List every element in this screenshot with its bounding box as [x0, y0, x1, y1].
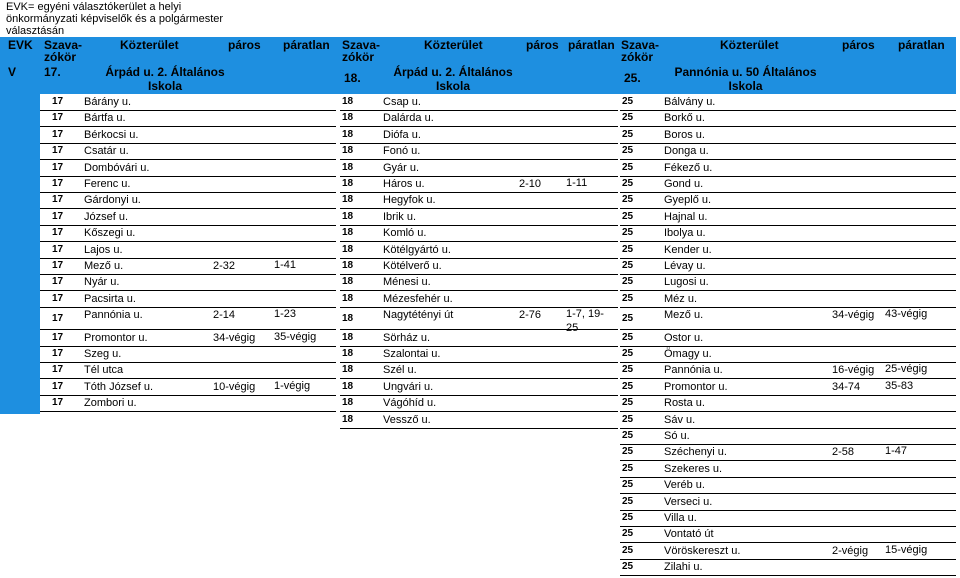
- header-paratlan-3: páratlan: [898, 38, 945, 52]
- col2-szavazokor: 18: [342, 348, 354, 359]
- header-evk: EVK: [8, 38, 33, 52]
- col3-street: Fékező u.: [664, 162, 713, 174]
- col1-street: Nyár u.: [84, 276, 120, 288]
- col2-row-line: [340, 241, 618, 242]
- col2-street: Nagytétényi út: [383, 309, 454, 321]
- col2-paros: 2-10: [519, 178, 542, 190]
- col2-street: Kötélverő u.: [383, 260, 442, 272]
- col3-street: Promontor u.: [664, 381, 728, 393]
- col2-row-line: [340, 274, 618, 275]
- col2-street: Vessző u.: [383, 414, 431, 426]
- col3-paratlan: 15-végig: [885, 544, 928, 556]
- col3-street: Mező u.: [664, 309, 704, 321]
- col2-szavazokor: 18: [342, 260, 354, 271]
- col3-szavazokor: 25: [622, 381, 634, 392]
- first-row-c1-name: Árpád u. 2. Általános Iskola: [105, 65, 225, 93]
- col3-street: Vontató út: [664, 528, 714, 540]
- header-paros-1: páros: [228, 38, 261, 52]
- col1-paratlan: 1-41: [274, 259, 297, 271]
- col1-paros: 34-végig: [213, 332, 256, 344]
- col3-szavazokor: 25: [622, 162, 634, 173]
- col2-szavazokor: 18: [342, 397, 354, 408]
- col1-szavazokor: 17: [52, 178, 64, 189]
- col3-paros: 16-végig: [832, 364, 875, 376]
- first-row-c2-name: Árpád u. 2. Általános Iskola: [393, 65, 513, 93]
- col2-row-line: [340, 428, 618, 429]
- col1-paros: 2-32: [213, 260, 236, 272]
- col1-paratlan: 1-végig: [274, 380, 311, 392]
- col3-street: Verseci u.: [664, 496, 713, 508]
- col3-szavazokor: 25: [622, 463, 634, 474]
- col1-street: Ferenc u.: [84, 178, 131, 190]
- col3-szavazokor: 25: [622, 332, 634, 343]
- col3-paratlan: 1-47: [885, 445, 908, 457]
- col1-szavazokor: 17: [52, 381, 64, 392]
- col2-szavazokor: 18: [342, 112, 354, 123]
- col1-street: Bárány u.: [84, 96, 132, 108]
- col1-szavazokor: 17: [52, 276, 64, 287]
- col2-row-line: [340, 395, 618, 396]
- legend-note: EVK= egyéni választókerület a helyi önkormányzati képviselők és a polgármester választásán: [6, 1, 224, 37]
- col1-street: Lajos u.: [84, 244, 123, 256]
- col3-szavazokor: 25: [622, 545, 634, 556]
- col3-street: Kender u.: [664, 244, 712, 256]
- header-kozterulet-2: Közterület: [424, 38, 483, 52]
- col2-street: Háros u.: [383, 178, 425, 190]
- col3-szavazokor: 25: [622, 178, 634, 189]
- col1-szavazokor: 17: [52, 129, 64, 140]
- header-kozterulet-3: Közterület: [720, 38, 779, 52]
- col2-street: Ménesi u.: [383, 276, 431, 288]
- col1-street: Mező u.: [84, 260, 124, 272]
- col3-street: Vöröskereszt u.: [664, 545, 741, 557]
- col1-street: Bártfa u.: [84, 112, 126, 124]
- header-szavazokor-2: Szava- zókör: [342, 38, 381, 64]
- col3-szavazokor: 25: [622, 397, 634, 408]
- evk-column-band: [0, 94, 40, 414]
- col2-street: Szalontai u.: [383, 348, 441, 360]
- col3-szavazokor: 25: [622, 528, 634, 539]
- col3-street: Rosta u.: [664, 397, 705, 409]
- col1-szavazokor: 17: [52, 211, 64, 222]
- col3-paratlan: 43-végig: [885, 308, 928, 320]
- col3-szavazokor: 25: [622, 293, 634, 304]
- col3-szavazokor: 25: [622, 227, 634, 238]
- col2-row-line: [340, 208, 618, 209]
- col2-street: Diófa u.: [383, 129, 421, 141]
- col2-row-line: [340, 346, 618, 347]
- col1-street: Dombóvári u.: [84, 162, 150, 174]
- col1-szavazokor: 17: [52, 293, 64, 304]
- col1-street: Gárdonyi u.: [84, 194, 141, 206]
- col3-szavazokor: 25: [622, 364, 634, 375]
- col3-szavazokor: 25: [622, 479, 634, 490]
- col3-paros: 34-végig: [832, 309, 875, 321]
- col2-street: Mézesfehér u.: [383, 293, 453, 305]
- col3-street: Villa u.: [664, 512, 697, 524]
- col3-szavazokor: 25: [622, 414, 634, 425]
- col2-street: Szél u.: [383, 364, 417, 376]
- header-szavazokor-1: Szava- zókör: [44, 38, 83, 64]
- col3-szavazokor: 25: [622, 211, 634, 222]
- col2-szavazokor: 18: [342, 414, 354, 425]
- col2-row-line: [340, 290, 618, 291]
- first-row-c2-num: 18.: [344, 71, 361, 85]
- col3-szavazokor: 25: [622, 348, 634, 359]
- col3-szavazokor: 25: [622, 496, 634, 507]
- col2-szavazokor: 18: [342, 145, 354, 156]
- col3-paros: 2-58: [832, 446, 855, 458]
- col2-row-line: [340, 143, 618, 144]
- col2-row-line: [340, 362, 618, 363]
- col2-row-line: [340, 159, 618, 160]
- first-row-evk: V: [8, 65, 17, 79]
- col2-street: Komló u.: [383, 227, 427, 239]
- col3-street: Ömagy u.: [664, 348, 712, 360]
- col3-street: Gond u.: [664, 178, 704, 190]
- col2-row-line: [340, 411, 618, 412]
- col1-street: József u.: [84, 211, 129, 223]
- col3-street: Só u.: [664, 430, 690, 442]
- col3-street: Hajnal u.: [664, 211, 708, 223]
- col3-paros: 2-végig: [832, 545, 869, 557]
- col1-street: Tóth József u.: [84, 381, 154, 393]
- col2-street: Kötélgyártó u.: [383, 244, 451, 256]
- col1-street: Pacsirta u.: [84, 293, 136, 305]
- col1-szavazokor: 17: [52, 145, 64, 156]
- col2-szavazokor: 18: [342, 364, 354, 375]
- col3-szavazokor: 25: [622, 145, 634, 156]
- col2-szavazokor: 18: [342, 293, 354, 304]
- col3-street: Gyeplő u.: [664, 194, 712, 206]
- col2-street: Dalárda u.: [383, 112, 434, 124]
- first-row-c3-name: Pannónia u. 50 Általános Iskola: [674, 65, 817, 93]
- col3-street: Lévay u.: [664, 260, 706, 272]
- col3-szavazokor: 25: [622, 194, 634, 205]
- col1-street: Kőszegi u.: [84, 227, 136, 239]
- col2-street: Hegyfok u.: [383, 194, 436, 206]
- col3-street: Méz u.: [664, 293, 698, 305]
- col2-row-line: [340, 110, 618, 111]
- col2-row-line: [340, 258, 618, 259]
- col1-szavazokor: 17: [52, 194, 64, 205]
- col3-street: Szekeres u.: [664, 463, 723, 475]
- col3-street: Lugosi u.: [664, 276, 709, 288]
- col3-row-line: [620, 575, 956, 576]
- col3-szavazokor: 25: [622, 260, 634, 271]
- col1-szavazokor: 17: [52, 313, 64, 324]
- first-row-c3-num: 25.: [624, 71, 641, 85]
- col3-szavazokor: 25: [622, 446, 634, 457]
- col1-street: Zombori u.: [84, 397, 137, 409]
- header-szavazokor-3: Szava- zókör: [621, 38, 660, 64]
- col3-szavazokor: 25: [622, 561, 634, 572]
- col3-street: Pannónia u.: [664, 364, 723, 376]
- col1-szavazokor: 17: [52, 348, 64, 359]
- col2-row-line: [340, 126, 618, 127]
- col2-street: Sörház u.: [383, 332, 431, 344]
- col2-street: Gyár u.: [383, 162, 420, 174]
- col2-street: Csap u.: [383, 96, 421, 108]
- col2-szavazokor: 18: [342, 381, 354, 392]
- col1-paratlan: 1-23: [274, 308, 297, 320]
- col3-street: Donga u.: [664, 145, 709, 157]
- col3-szavazokor: 25: [622, 276, 634, 287]
- header-paros-3: páros: [842, 38, 875, 52]
- col1-szavazokor: 17: [52, 397, 64, 408]
- col2-paros: 2-76: [519, 309, 542, 321]
- col3-street: Veréb u.: [664, 479, 705, 491]
- header-kozterulet-1: Közterület: [120, 38, 179, 52]
- col2-szavazokor: 18: [342, 178, 354, 189]
- col2-row-line: [340, 225, 618, 226]
- col3-szavazokor: 25: [622, 112, 634, 123]
- col2-szavazokor: 18: [342, 332, 354, 343]
- col3-street: Széchenyi u.: [664, 446, 727, 458]
- col2-street: Ungvári u.: [383, 381, 434, 393]
- col1-szavazokor: 17: [52, 364, 64, 375]
- col1-szavazokor: 17: [52, 227, 64, 238]
- col1-street: Szeg u.: [84, 348, 122, 360]
- col3-street: Borkő u.: [664, 112, 705, 124]
- table-header: [0, 37, 956, 64]
- col1-street: Promontor u.: [84, 332, 148, 344]
- first-row-c1-num: 17.: [44, 65, 61, 79]
- col2-row-line: [340, 378, 618, 379]
- col1-szavazokor: 17: [52, 96, 64, 107]
- col1-paratlan: 35-végig: [274, 331, 317, 343]
- col2-szavazokor: 18: [342, 276, 354, 287]
- col3-szavazokor: 25: [622, 313, 634, 324]
- col2-paratlan: 1-11: [566, 177, 588, 189]
- col1-szavazokor: 17: [52, 162, 64, 173]
- col3-street: Zilahi u.: [664, 561, 703, 573]
- header-paros-2: páros: [526, 38, 559, 52]
- col3-szavazokor: 25: [622, 129, 634, 140]
- col3-street: Ibolya u.: [664, 227, 706, 239]
- col2-szavazokor: 18: [342, 211, 354, 222]
- col3-street: Boros u.: [664, 129, 705, 141]
- col3-szavazokor: 25: [622, 96, 634, 107]
- col1-street: Bérkocsi u.: [84, 129, 139, 141]
- col2-szavazokor: 18: [342, 96, 354, 107]
- col3-street: Bálvány u.: [664, 96, 716, 108]
- header-paratlan-2: páratlan: [568, 38, 615, 52]
- col1-szavazokor: 17: [52, 332, 64, 343]
- col1-szavazokor: 17: [52, 260, 64, 271]
- col2-szavazokor: 18: [342, 162, 354, 173]
- col1-szavazokor: 17: [52, 112, 64, 123]
- col2-szavazokor: 18: [342, 194, 354, 205]
- col2-street: Ibrik u.: [383, 211, 417, 223]
- col2-row-line: [340, 192, 618, 193]
- col2-szavazokor: 18: [342, 129, 354, 140]
- col3-paratlan: 25-végig: [885, 363, 928, 375]
- col1-street: Pannónia u.: [84, 309, 143, 321]
- col3-paratlan: 35-83: [885, 380, 914, 392]
- header-paratlan-1: páratlan: [283, 38, 330, 52]
- col1-paros: 10-végig: [213, 381, 256, 393]
- col2-szavazokor: 18: [342, 244, 354, 255]
- col1-szavazokor: 17: [52, 244, 64, 255]
- col2-street: Vágóhíd u.: [383, 397, 437, 409]
- col1-street: Csatár u.: [84, 145, 129, 157]
- col3-szavazokor: 25: [622, 430, 634, 441]
- col1-paros: 2-14: [213, 309, 236, 321]
- col3-szavazokor: 25: [622, 244, 634, 255]
- col1-row-line: [40, 411, 336, 412]
- col3-paros: 34-74: [832, 381, 861, 393]
- col3-street: Ostor u.: [664, 332, 704, 344]
- col2-street: Fonó u.: [383, 145, 421, 157]
- col3-szavazokor: 25: [622, 512, 634, 523]
- col2-szavazokor: 18: [342, 313, 354, 324]
- col2-szavazokor: 18: [342, 227, 354, 238]
- col3-street: Sáv u.: [664, 414, 696, 426]
- col1-street: Tél utca: [84, 364, 124, 376]
- col2-paratlan: 1-7, 19- 25: [566, 308, 604, 334]
